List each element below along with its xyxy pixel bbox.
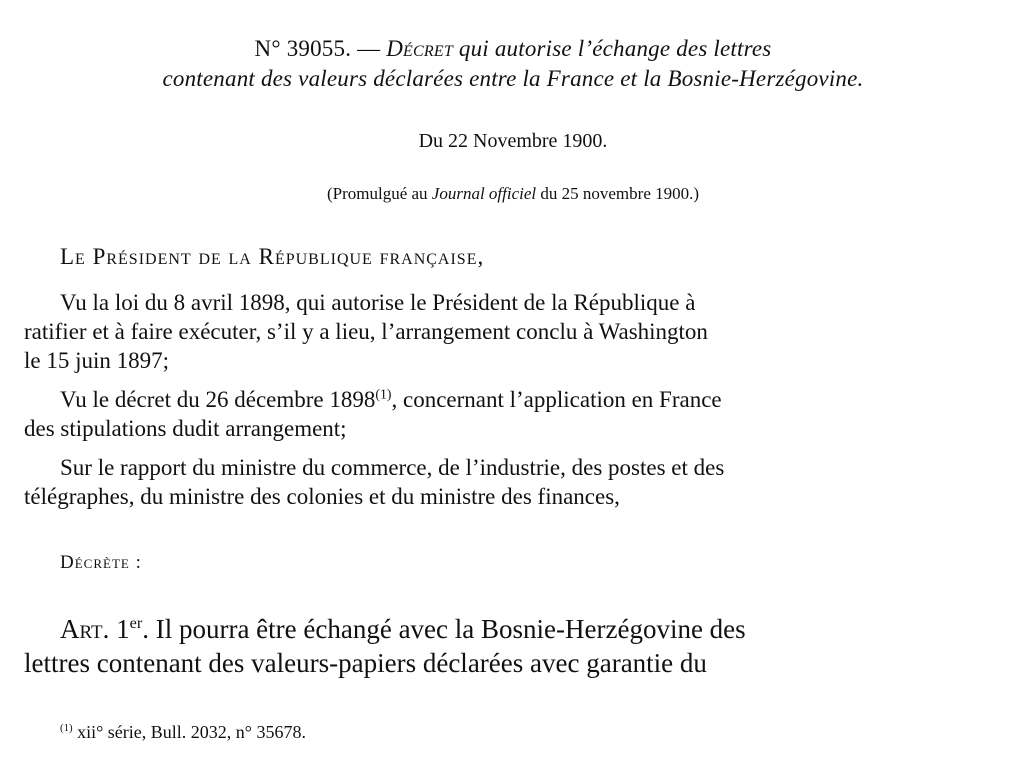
article-label: Art. 1 (60, 614, 130, 644)
decret-text-b: , concernant l’application en France (391, 387, 722, 412)
decree-word: Décret (386, 36, 453, 61)
paragraph-line: ratifier et à faire exécuter, s’il y a lieu, l’arrangement conclu à Washington (24, 319, 708, 344)
footnote-text: xii° série, Bull. 2032, n° 35678. (72, 722, 306, 742)
paragraph-line: des stipulations dudit arrangement; (24, 416, 347, 441)
decree-date: Du 22 Novembre 1900. (418, 130, 608, 152)
footnote-marker: (1) (60, 722, 73, 734)
footnote-ref: (1) (375, 386, 392, 402)
decrete-heading: Décrète : (60, 552, 142, 573)
paragraph-loi (24, 288, 984, 375)
footnote (60, 722, 306, 743)
president-heading: Le Président de la République française, (60, 244, 485, 269)
article-text: . Il pourra être échangé avec la Bosnie-Herzégovine des (142, 614, 746, 644)
article-1 (24, 612, 984, 680)
decree-number: N° 39055. — (254, 36, 387, 61)
decret-text-a: Vu le décret du 26 décembre 1898 (60, 387, 376, 412)
decree-title-line-2: contenant des valeurs déclarées entre la France et la Bosnie-Herzégovine. (162, 66, 864, 91)
paragraph-line: télégraphes, du ministre des colonies et du ministre des finances, (24, 484, 620, 509)
paragraph-line (24, 385, 984, 414)
paragraph-line: Vu la loi du 8 avril 1898, qui autorise le Président de la République à (60, 290, 696, 315)
promulgation-rest: du 25 novembre 1900.) (536, 184, 700, 203)
paragraph-rapport (24, 453, 984, 511)
decree-title-line-1 (0, 34, 1026, 64)
paragraph-line: Sur le rapport du ministre du commerce, de l’industrie, des postes et des (60, 455, 725, 480)
promulgation-open: (Promulgué au (326, 184, 432, 203)
article-label-sup: er (129, 614, 143, 632)
promulgation-note (0, 184, 1026, 204)
journal-officiel: Journal officiel (431, 184, 537, 203)
decree-title-text: qui autorise l’échange des lettres (452, 36, 772, 61)
article-line: lettres contenant des valeurs-papiers déclarées avec garantie du (24, 648, 707, 678)
paragraph-line: le 15 juin 1897; (24, 348, 170, 373)
paragraph-decret (24, 385, 984, 443)
article-line (24, 612, 984, 646)
